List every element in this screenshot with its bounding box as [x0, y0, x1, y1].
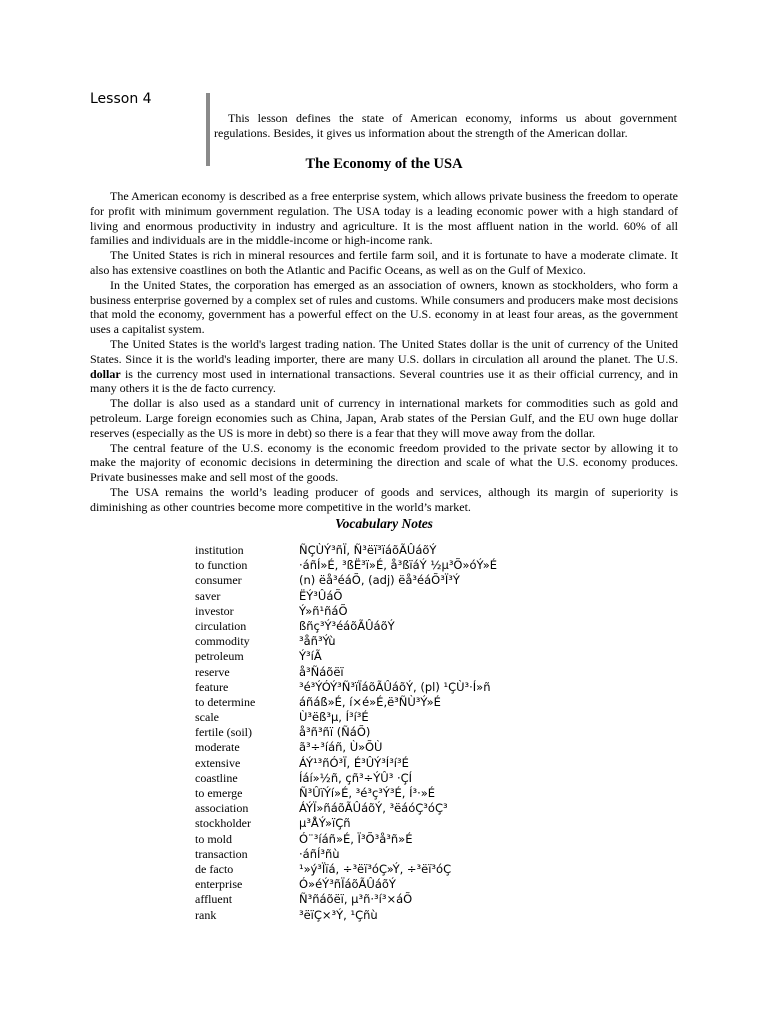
vocab-translation: Ñ³ñáõëï, µ³ñ·³í³×áÕ — [299, 892, 413, 907]
vocab-row — [195, 710, 615, 725]
vocab-translation: ßñç³Ý³éáõÃÛáõÝ — [299, 618, 395, 633]
vocab-term: to emerge — [195, 786, 243, 800]
vocab-translation: ÁÝÏ»ñáõÃÛáõÝ, ³ëáóÇ³óÇ³ — [299, 801, 448, 816]
vocab-translation: ³ëïÇ×³Ý, ¹Çñù — [299, 907, 378, 922]
lesson-label: Lesson 4 — [90, 91, 152, 107]
vocab-row — [195, 680, 615, 695]
vocab-term: scale — [195, 710, 219, 725]
vocab-row — [195, 665, 615, 680]
vocab-translation: (n) ëå³éáÕ, (adj) ëå³éáÕ³Ï³Ý — [299, 573, 460, 588]
vocab-term: de facto — [195, 861, 234, 876]
vocab-translation: ³åñ³Ýù — [299, 634, 336, 649]
bold-term-dollar: dollar — [90, 366, 121, 381]
vocab-term: to function — [195, 558, 248, 573]
paragraph: The USA remains the world’s leading producer of goods and services, although its margin of superiority is diminishing as other countries become more competitive in the world’s market. — [90, 484, 678, 514]
paragraph: In the United States, the corporation has emerged as an association of owners, known as stockholders, who form a business enterprise governed by a complex set of rules and customs. While consumers and producers make most decisions that mold the economy, government has a powerful effect on the U.S. economy in at least four areas, as the government uses a capitalist system. — [90, 277, 678, 337]
vocabulary-heading: Vocabulary Notes — [335, 516, 433, 531]
vocab-term: saver — [195, 588, 221, 603]
vocab-translation: ËÝ³ÛáÕ — [299, 588, 343, 603]
vocab-row — [195, 756, 615, 771]
vocab-row — [195, 771, 615, 786]
vocab-row — [195, 908, 615, 923]
vocab-translation: ³é³ÝÓÝ³Ñ³ïÏáõÃÛáõÝ, (pl) ¹ÇÙ³·Í»ñ — [299, 679, 491, 694]
vocab-row — [195, 832, 615, 847]
vocab-translation: µ³ÅÝ»ïÇñ — [299, 816, 351, 831]
vocab-translation: Ó»éÝ³ñÏáõÃÛáõÝ — [299, 877, 396, 892]
vocab-term: rank — [195, 907, 217, 922]
vocab-row — [195, 801, 615, 816]
vocab-translation: Ñ³ÛïÝí»É, ³é³ç³Ý³É, Í³·»É — [299, 786, 436, 800]
article-title: The Economy of the USA — [305, 156, 463, 172]
vocab-translation: å³Ñáõëï — [299, 664, 344, 679]
vocab-row — [195, 786, 615, 801]
vocab-row — [195, 558, 615, 573]
vocab-term: commodity — [195, 634, 250, 649]
vocab-term: petroleum — [195, 649, 244, 664]
vocab-row — [195, 862, 615, 877]
paragraph: The United States is the world's largest trading nation. The United States dollar is the unit of currency of the United States. Since it is the world's leading importer, there are many U.S. dollars in circulation all around the planet. The U.S. dollar is the currency most used in international transactions. Several countries use it as their official currency, and in many others it is the de facto currency. — [90, 336, 678, 396]
vocab-row — [195, 543, 615, 558]
paragraph: The central feature of the U.S. economy is the economic freedom provided to the private sector by allowing it to make the majority of economic decisions in determining the direction and scale of what the U.S. economy produces. Private businesses make and sell most of the goods. — [90, 440, 678, 485]
vocab-term: investor — [195, 603, 234, 618]
vocab-translation: ·áñÍ»É, ³ßË³ï»É, å³ßïáÝ ½µ³Õ»óÝ»É — [299, 558, 498, 573]
vocab-translation: Ó¨³íáñ»É, Ï³Õ³å³ñ»É — [299, 831, 413, 846]
vocab-term: institution — [195, 543, 244, 557]
paragraph: The dollar is also used as a standard unit of currency in international markets for commodities such as gold and petroleum. Large foreign economies such as China, Japan, Arab states of the Persian Gulf, and the EU own huge dollar reserves (especially as the US is more in debt) so there is a fear that they will move away from the dollar. — [90, 396, 678, 440]
paragraph: The United States is rich in mineral resources and fertile farm soil, and it is fortunate to have a moderate climate. It also has extensive coastlines on both the Atlantic and Pacific Oceans, as well as on the Gulf of Mexico. — [90, 248, 678, 277]
vocab-row — [195, 573, 615, 588]
vocab-translation: ·áñÍ³ñù — [299, 846, 340, 861]
vocab-term: to determine — [195, 694, 256, 709]
vocab-row — [195, 649, 615, 664]
vocab-translation: ÁÝ¹³ñÓ³Ï, É³ÛÝ³Í³í³É — [299, 755, 409, 770]
vocab-term: affluent — [195, 892, 233, 907]
vocab-row — [195, 604, 615, 619]
vocab-row — [195, 892, 615, 907]
paragraph: The American economy is described as a free enterprise system, which allows private business the freedom to operate for profit with minimum government regulation. The USA today is a leading economic power with a high standard of living and enormous productivity in industry and agriculture. It is the most affluent nation in the world. 60% of all families and individuals are in the middle-income or high-income rank. — [90, 189, 678, 248]
vocab-term: feature — [195, 679, 229, 694]
vocab-term: circulation — [195, 618, 247, 633]
vocab-translation: Ù³ëß³µ, Í³í³É — [299, 710, 369, 725]
vocab-translation: áñáß»É, í×é»É,ë³ÑÙ³Ý»É — [299, 694, 441, 709]
vocab-row — [195, 634, 615, 649]
vocab-row — [195, 725, 615, 740]
vocab-term: stockholder — [195, 816, 251, 831]
vocab-term: enterprise — [195, 877, 243, 892]
vocab-translation: Ý»ñ¹ñáÕ — [299, 603, 348, 618]
vocab-translation: ¹»ý³Ïïá, ÷³ëï³óÇ»Ý, ÷³ëï³óÇ — [299, 861, 452, 876]
vocab-row — [195, 816, 615, 831]
vocab-term: consumer — [195, 573, 242, 588]
vocab-term: extensive — [195, 755, 241, 770]
vocab-term: coastline — [195, 770, 238, 785]
vocab-translation: å³ñ³ñï (ÑáÕ) — [299, 725, 371, 740]
vocab-term: fertile (soil) — [195, 725, 252, 740]
vocab-row — [195, 695, 615, 710]
vocab-translation: ã³÷³íáñ, Ù»ÕÙ — [299, 740, 383, 755]
vocab-translation: Ý³íÃ — [299, 649, 322, 664]
vocab-term: moderate — [195, 740, 240, 755]
vocab-row — [195, 877, 615, 892]
vocab-row — [195, 740, 615, 755]
vocab-row — [195, 619, 615, 634]
vocab-translation: ÑÇÙÝ³ñÏ, Ñ³ëï³ïáõÃÛáõÝ — [299, 543, 437, 557]
vocab-term: association — [195, 801, 249, 816]
vocab-row — [195, 847, 615, 862]
lesson-intro: This lesson defines the state of American economy, informs us about government regulations. Besides, it gives us information about the strength of the American dollar. — [214, 111, 677, 140]
vocabulary-list — [195, 543, 615, 923]
article-body — [90, 189, 678, 515]
vocab-term: transaction — [195, 846, 248, 861]
vocab-row — [195, 589, 615, 604]
vocab-term: reserve — [195, 664, 230, 679]
vocab-translation: Íáí»½ñ, çñ³÷ÝÛ³ ·ÇÍ — [299, 770, 413, 785]
vocab-term: to mold — [195, 831, 233, 846]
